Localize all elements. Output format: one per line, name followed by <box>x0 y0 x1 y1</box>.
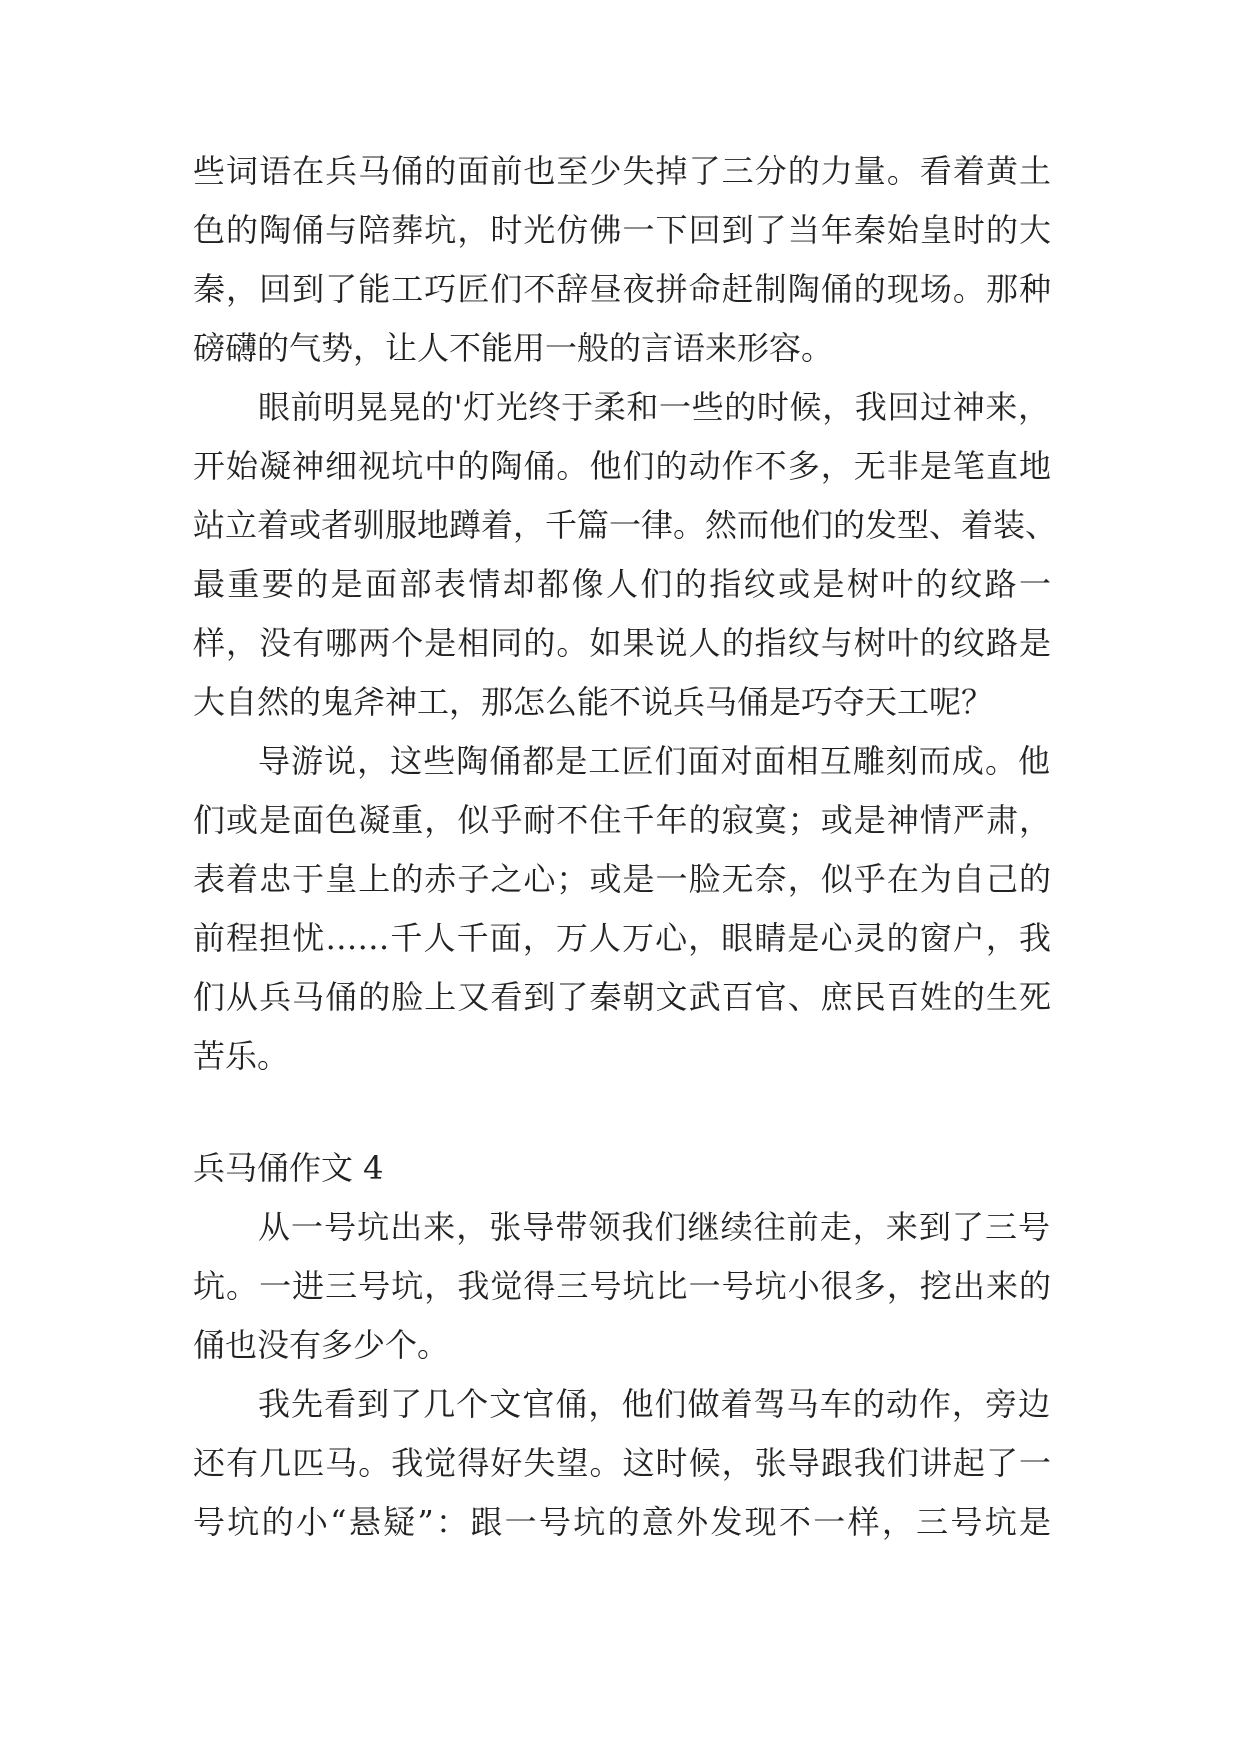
paragraph-line: 开始凝神细视坑中的陶俑。他们的动作不多，无非是笔直地 <box>193 447 1051 485</box>
paragraph-line: 前程担忧……千人千面，万人万心，眼睛是心灵的窗户，我 <box>193 919 1051 957</box>
section-heading: 兵马俑作文 4 <box>193 1149 384 1187</box>
paragraph-line: 俑也没有多少个。 <box>193 1326 450 1364</box>
paragraph-line: 秦，回到了能工巧匠们不辞昼夜拼命赶制陶俑的现场。那种 <box>193 270 1051 308</box>
paragraph-line: 磅礴的气势，让人不能用一般的言语来形容。 <box>193 329 834 367</box>
paragraph-line: 最重要的是面部表情却都像人们的指纹或是树叶的纹路一 <box>193 565 1051 603</box>
paragraph-line: 色的陶俑与陪葬坑，时光仿佛一下回到了当年秦始皇时的大 <box>193 211 1051 249</box>
paragraph-line: 导游说，这些陶俑都是工匠们面对面相互雕刻而成。他 <box>258 742 1050 780</box>
paragraph-line: 表着忠于皇上的赤子之心；或是一脸无奈，似乎在为自己的 <box>193 860 1051 898</box>
paragraph-line: 大自然的鬼斧神工，那怎么能不说兵马俑是巧夺天工呢？ <box>193 683 994 721</box>
paragraph-line: 还有几匹马。我觉得好失望。这时候，张导跟我们讲起了一 <box>193 1444 1051 1482</box>
paragraph-line: 们从兵马俑的脸上又看到了秦朝文武百官、庶民百姓的生死 <box>193 978 1051 1016</box>
paragraph-line: 眼前明晃晃的'灯光终于柔和一些的时候，我回过神来， <box>258 388 1050 426</box>
paragraph-line: 站立着或者驯服地蹲着，千篇一律。然而他们的发型、着装、 <box>193 506 1058 544</box>
paragraph-line: 些词语在兵马俑的面前也至少失掉了三分的力量。看着黄土 <box>193 152 1051 190</box>
paragraph-line: 号坑的小“悬疑”：跟一号坑的意外发现不一样，三号坑是 <box>193 1503 1051 1541</box>
paragraph-line: 们或是面色凝重，似乎耐不住千年的寂寞；或是神情严肃， <box>193 801 1051 839</box>
paragraph-line: 苦乐。 <box>193 1037 290 1075</box>
paragraph-line: 我先看到了几个文官俑，他们做着驾马车的动作，旁边 <box>258 1385 1050 1423</box>
paragraph-line: 样，没有哪两个是相同的。如果说人的指纹与树叶的纹路是 <box>193 624 1051 662</box>
paragraph-line: 从一号坑出来，张导带领我们继续往前走，来到了三号 <box>258 1208 1050 1246</box>
paragraph-line: 坑。一进三号坑，我觉得三号坑比一号坑小很多，挖出来的 <box>193 1267 1051 1305</box>
